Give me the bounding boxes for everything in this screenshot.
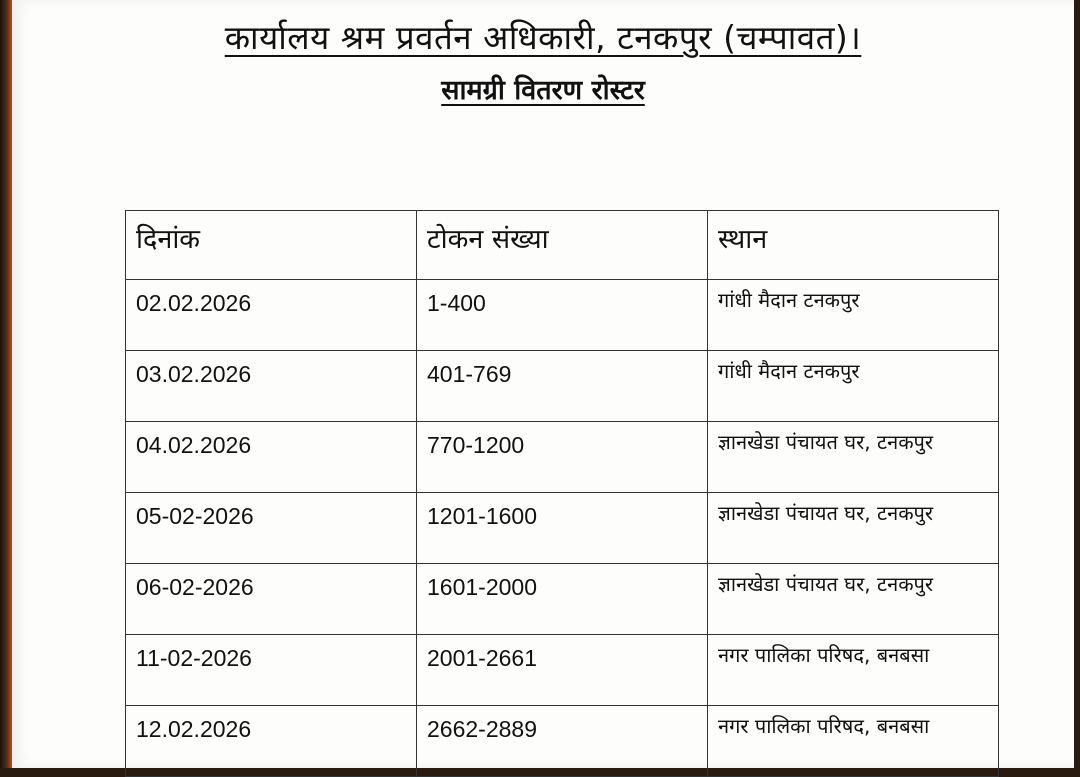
table-row (126, 280, 999, 351)
photo-background-edge (0, 0, 12, 768)
distribution-roster-table (125, 210, 999, 777)
row-date: 03.02.2026 (126, 351, 417, 422)
row-place: नगर पालिका परिषद, बनबसा (708, 706, 999, 777)
table-row (126, 351, 999, 422)
row-place: नगर पालिका परिषद, बनबसा (708, 635, 999, 706)
row-date: 12.02.2026 (126, 706, 417, 777)
row-tokens: 1201-1600 (417, 493, 708, 564)
header-token-number: टोकन संख्या (417, 211, 708, 280)
header-date: दिनांक (126, 211, 417, 280)
row-tokens: 1-400 (417, 280, 708, 351)
document-page (12, 0, 1074, 768)
row-place: ज्ञानखेडा पंचायत घर, टनकपुर (708, 422, 999, 493)
row-tokens: 770-1200 (417, 422, 708, 493)
roster-subtitle-text: सामग्री वितरण रोस्टर (441, 75, 645, 106)
table-row (126, 706, 999, 777)
row-place: ज्ञानखेडा पंचायत घर, टनकपुर (708, 564, 999, 635)
table-row (126, 635, 999, 706)
row-tokens: 2662-2889 (417, 706, 708, 777)
office-title (12, 14, 1074, 59)
office-title-text: कार्यालय श्रम प्रवर्तन अधिकारी, टनकपुर (चम्पावत)। (224, 18, 862, 57)
row-place: ज्ञानखेडा पंचायत घर, टनकपुर (708, 493, 999, 564)
row-date: 05-02-2026 (126, 493, 417, 564)
row-tokens: 1601-2000 (417, 564, 708, 635)
table-row (126, 493, 999, 564)
table-header-row (126, 211, 999, 280)
table-row (126, 422, 999, 493)
table-row (126, 564, 999, 635)
row-tokens: 401-769 (417, 351, 708, 422)
row-tokens: 2001-2661 (417, 635, 708, 706)
header-place: स्थान (708, 211, 999, 280)
row-date: 06-02-2026 (126, 564, 417, 635)
row-place: गांधी मैदान टनकपुर (708, 351, 999, 422)
row-place: गांधी मैदान टनकपुर (708, 280, 999, 351)
row-date: 02.02.2026 (126, 280, 417, 351)
row-date: 04.02.2026 (126, 422, 417, 493)
roster-subtitle (12, 70, 1074, 107)
row-date: 11-02-2026 (126, 635, 417, 706)
